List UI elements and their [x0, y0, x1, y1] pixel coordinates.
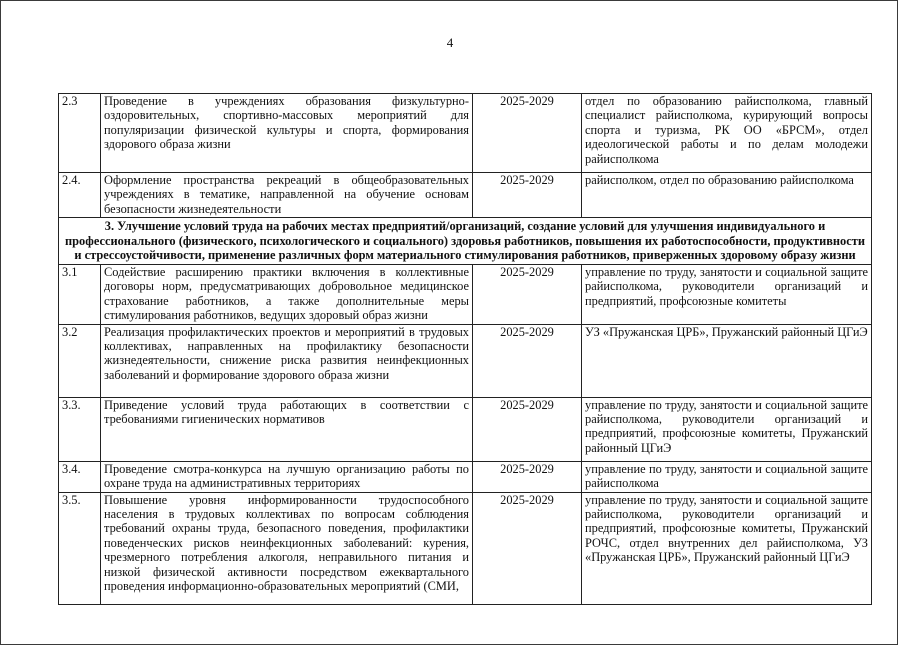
table-row [59, 94, 872, 173]
row-number: 3.2 [59, 324, 101, 397]
executors-cell: отдел по образованию райисполкома, главный специалист райисполкома, курирующий вопросы спорта и туризма, РК ОО «БРСМ», отдел идеологической работы и по делам молодежи райисполкома [582, 94, 872, 173]
period-cell: 2025-2029 [473, 461, 582, 492]
activity-cell: Реализация профилактических проектов и мероприятий в трудовых коллективах, направленных на профилактику безопасности жизнедеятельности, снижение риска развития неинфекционных заболеваний и формирование здорового образа жизни [101, 324, 473, 397]
row-number: 2.4. [59, 173, 101, 218]
section-heading-row [59, 218, 872, 265]
table-row [59, 324, 872, 397]
table-row [59, 265, 872, 325]
table-row [59, 461, 872, 492]
row-number: 3.5. [59, 492, 101, 604]
activity-cell: Повышение уровня информированности трудоспособного населения в трудовых коллективах по вопросам соблюдения требований охраны труда, безопасного поведения, профилактики поведенческих рисков неинфекционных заболеваний: курения, чрезмерного потребления алкоголя, неправильного питания и низкой физической активности посредством ежеквартального проведения информационно-образовательных мероприятий (СМИ, [101, 492, 473, 604]
period-cell: 2025-2029 [473, 265, 582, 325]
activity-cell: Проведение в учреждениях образования физкультурно-оздоровительных, спортивно-массовых мероприятий для популяризации физической культуры и спорта, формирования здорового образа жизни [101, 94, 473, 173]
plan-table [58, 93, 872, 605]
executors-cell: райисполком, отдел по образованию райисполкома [582, 173, 872, 218]
executors-cell: управление по труду, занятости и социальной защите райисполкома, руководители организаций и предприятий, профсоюзные комитеты, Пружанский районный ЦГиЭ [582, 397, 872, 461]
period-cell: 2025-2029 [473, 94, 582, 173]
row-number: 3.3. [59, 397, 101, 461]
table-row [59, 397, 872, 461]
activity-cell: Проведение смотра-конкурса на лучшую организацию работы по охране труда на административных территориях [101, 461, 473, 492]
executors-cell: УЗ «Пружанская ЦРБ», Пружанский районный ЦГиЭ [582, 324, 872, 397]
period-cell: 2025-2029 [473, 324, 582, 397]
executors-cell: управление по труду, занятости и социальной защите райисполкома, руководители организаций и предприятий, профсоюзные комитеты [582, 265, 872, 325]
page-number: 4 [446, 35, 454, 50]
period-cell: 2025-2029 [473, 173, 582, 218]
row-number: 3.1 [59, 265, 101, 325]
executors-cell: управление по труду, занятости и социальной защите райисполкома [582, 461, 872, 492]
activity-cell: Оформление пространства рекреаций в общеобразовательных учреждениях в тематике, направленной на обучение основам безопасности жизнедеятельности [101, 173, 473, 218]
table-row [59, 492, 872, 604]
period-cell: 2025-2029 [473, 397, 582, 461]
row-number: 2.3 [59, 94, 101, 173]
period-cell: 2025-2029 [473, 492, 582, 604]
activity-cell: Содействие расширению практики включения в коллективные договоры норм, предусматривающих добровольное медицинское страхование работников, а также дополнительные меры стимулирования работников, ведущих здоровый образ жизни [101, 265, 473, 325]
activity-cell: Приведение условий труда работающих в соответствии с требованиями гигиенических нормативов [101, 397, 473, 461]
row-number: 3.4. [59, 461, 101, 492]
executors-cell: управление по труду, занятости и социальной защите райисполкома, руководители организаций и предприятий, профсоюзные комитеты, Пружанский РОЧС, отдел внутренних дел райисполкома, УЗ «Пружанская ЦРБ», Пружанский районный ЦГиЭ [582, 492, 872, 604]
table-row [59, 173, 872, 218]
section-heading: 3. Улучшение условий труда на рабочих местах предприятий/организаций, создание условий для улучшения индивидуального и профессионального (физического, психологического и социального) здоровья работников, повышения их работоспособности, продуктивности и стрессоустойчивости, применение различных форм материального стимулирования работников, приверженных здоровому образу жизни [59, 218, 872, 265]
